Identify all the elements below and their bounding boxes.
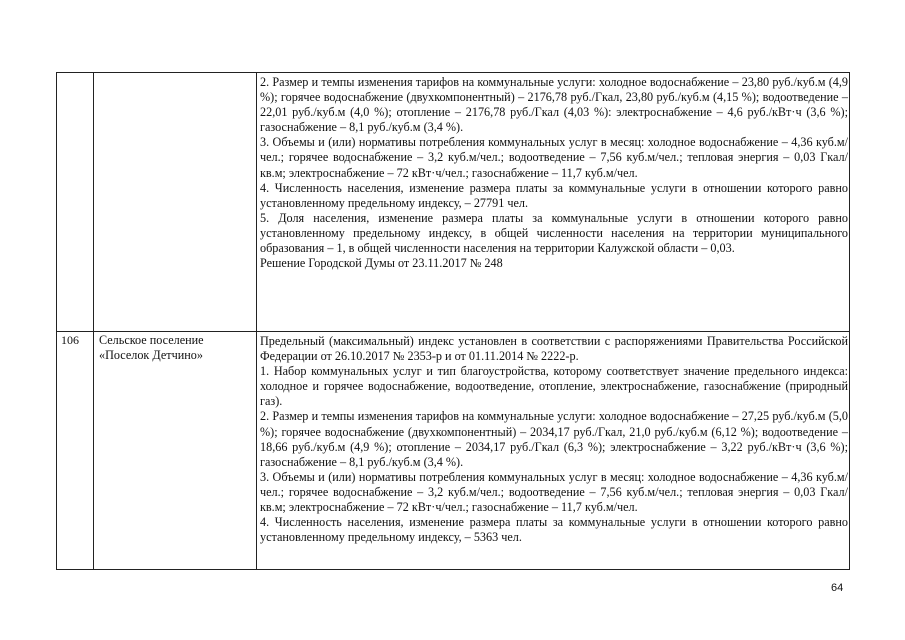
municipality-name-line: «Поселок Детчино» [99,348,203,362]
paragraph: 3. Объемы и (или) нормативы потребления коммунальных услуг в месяц: холодное водоснабжение – 4,36 куб.м/чел.; горячее водоснабжение – 3,2 куб.м/чел.; водоотведение – 7,56 куб.м/чел.; тепловая энергия – 0,03 Гкал/кв.м; электроснабжение – 72 кВт·ч/чел.; газоснабжение – 11,7 куб.м/чел. [260,135,848,180]
row-number: 106 [61,333,79,347]
page-number: 64 [831,582,844,594]
table-row-continued-content [260,75,848,271]
row-divider [57,331,849,332]
municipality-name-line: Сельское поселение [99,333,204,347]
paragraph: Предельный (максимальный) индекс установлен в соответствии с распоряжениями Правительства Российской Федерации от 26.10.2017 № 2353-р и от 01.11.2014 № 2222-р. [260,334,848,364]
paragraph: 2. Размер и темпы изменения тарифов на коммунальные услуги: холодное водоснабжение – 27,25 руб./куб.м (5,0 %); горячее водоснабжение (двухкомпонентный) – 2034,17 руб./Гкал, 21,0 руб./куб.м (6,12 %); водоотведение – 18,66 руб./куб.м (4,9 %); отопление – 2034,17 руб./Гкал (6,3 %); электроснабжение – 3,22 руб./кВт·ч (3,6 %); газоснабжение – 8,1 руб./куб.м (3,4 %). [260,409,848,469]
paragraph: 1. Набор коммунальных услуг и тип благоустройства, которому соответствует значение предельного индекса: холодное и горячее водоснабжение, водоотведение, отопление, электроснабжение, газоснабжение (природный газ). [260,364,848,409]
paragraph: 2. Размер и темпы изменения тарифов на коммунальные услуги: холодное водоснабжение – 23,80 руб./куб.м (4,9 %); горячее водоснабжение (двухкомпонентный) – 2176,78 руб./Гкал, 23,80 руб./куб.м (4,15 %); водоотведение – 22,01 руб./куб.м (4,0 %); отопление – 2176,78 руб./Гкал (4,03 %): электроснабжение – 4,6 руб./кВт·ч (3,6 %); газоснабжение – 8,1 руб./куб.м (3,4 %). [260,75,848,135]
municipality-name [99,333,254,363]
table-row-content [260,334,848,545]
paragraph: 5. Доля населения, изменение размера платы за коммунальные услуги в отношении которого равно установленному предельному индексу, в общей численности населения на территории муниципального образования – 1, в общей численности населения на территории Калужской области – 0,03. [260,210,848,256]
tariff-table [56,72,850,570]
paragraph: 3. Объемы и (или) нормативы потребления коммунальных услуг в месяц: холодное водоснабжение – 4,36 куб.м/чел.; горячее водоснабжение – 3,2 куб.м/чел.; водоотведение – 7,56 куб.м/чел.; тепловая энергия – 0,03 Гкал/кв.м; электроснабжение – 72 кВт·ч/чел.; газоснабжение – 11,7 куб.м/чел. [260,469,848,515]
paragraph: 4. Численность населения, изменение размера платы за коммунальные услуги в отношении которого равно установленному предельному индексу, – 27791 чел. [260,180,848,210]
column-divider [256,73,257,569]
decision-reference: Решение Городской Думы от 23.11.2017 № 248 [260,256,503,271]
paragraph: 4. Численность населения, изменение размера платы за коммунальные услуги в отношении которого равно установленному предельному индексу, – 5363 чел. [260,515,848,545]
column-divider [93,73,94,569]
